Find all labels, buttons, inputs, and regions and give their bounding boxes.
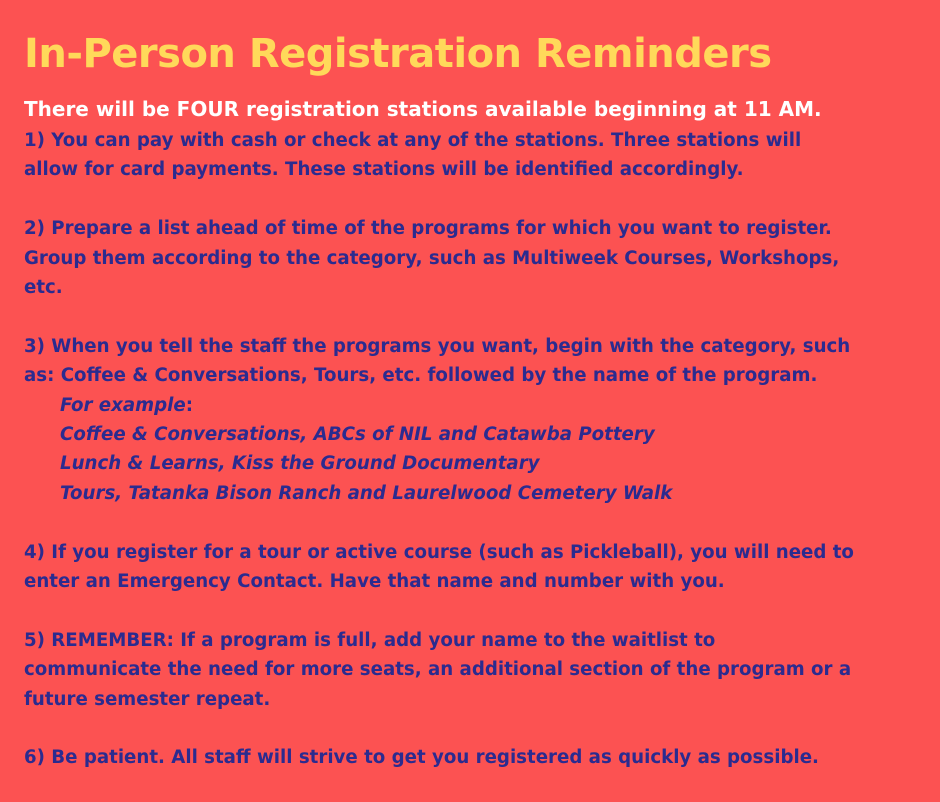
reminder-5-line-3: future semester repeat. <box>24 688 271 710</box>
example-line: Lunch & Learns, Kiss the Ground Documentary <box>60 453 540 475</box>
reminder-6-line-1: 6) Be patient. All staff will strive to get you registered as quickly as possible. <box>24 747 819 769</box>
reminder-item-4 <box>24 538 924 597</box>
reminder-item-1 <box>24 126 924 185</box>
reminder-2-line-1: 2) Prepare a list ahead of time of the programs for which you want to register. <box>24 218 832 240</box>
page-title: In-Person Registration Reminders <box>24 31 772 77</box>
reminder-5-line-1: 5) REMEMBER: If a program is full, add your name to the waitlist to <box>24 629 716 651</box>
example-colon: : <box>185 394 193 416</box>
reminder-3-line-2: as: Coffee & Conversations, Tours, etc. followed by the name of the program. <box>24 365 818 387</box>
reminder-4-line-1: 4) If you register for a tour or active course (such as Pickleball), you will need to <box>24 541 854 563</box>
example-heading <box>24 391 924 420</box>
example-line: Tours, Tatanka Bison Ranch and Laurelwood Cemetery Walk <box>60 482 673 504</box>
reminder-item-5 <box>24 626 924 714</box>
reminder-1-line-1: 1) You can pay with cash or check at any of the stations. Three stations will <box>24 130 802 151</box>
reminder-item-6 <box>24 743 924 772</box>
reminder-2-line-3: etc. <box>24 277 63 299</box>
reminder-3-line-1: 3) When you tell the staff the programs you want, begin with the category, such <box>24 335 851 357</box>
reminder-item-3 <box>24 332 924 508</box>
reminder-4-line-2: enter an Emergency Contact. Have that name and number with you. <box>24 571 725 593</box>
reminder-list <box>24 126 924 802</box>
intro-text: There will be FOUR registration stations available beginning at 11 AM. <box>24 97 822 121</box>
reminder-1-line-2: allow for card payments. These stations will be identified accordingly. <box>24 159 744 181</box>
example-line: Coffee & Conversations, ABCs of NIL and Catawba Pottery <box>60 424 655 446</box>
reminder-item-2 <box>24 214 924 302</box>
example-label: For example <box>60 394 186 416</box>
reminder-2-line-2: Group them according to the category, such as Multiweek Courses, Workshops, <box>24 247 840 269</box>
reminder-5-line-2: communicate the need for more seats, an additional section of the program or a <box>24 659 852 681</box>
